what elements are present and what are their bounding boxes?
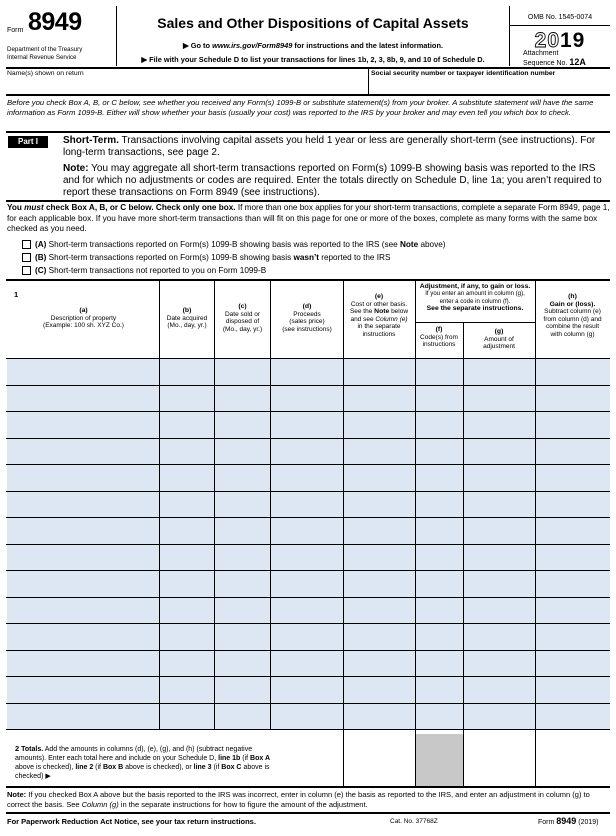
cell-row5-date-acquired[interactable]: [160, 465, 214, 491]
cell-row3-date-sold[interactable]: [215, 412, 270, 438]
part-title-rest: Transactions involving capital assets you held 1 year or less are generally short-term (see instructions). For long-term transactions, see page 2.: [63, 135, 596, 158]
footer-note-t2: in the separate instructions for how to figure the amount of the adjustment.: [118, 799, 368, 809]
cell-row8-cost-basis[interactable]: [344, 545, 415, 571]
part-note-bold: Note:: [63, 163, 89, 174]
col-e-l4: in the separate: [357, 323, 401, 330]
col-e-l3b: Column (e): [375, 315, 408, 323]
cell-row8-proceeds[interactable]: [271, 545, 343, 571]
must-p2: check Box A, B, or C below. Check only one box.: [43, 203, 236, 212]
totals-text: [15, 744, 270, 781]
cell-row5-proceeds[interactable]: [271, 465, 343, 491]
cell-row11-description[interactable]: [7, 624, 159, 650]
adjustment-divider: [415, 322, 535, 323]
cell-row14-code[interactable]: [416, 704, 463, 730]
row-divider: [6, 438, 610, 439]
cell-row8-description[interactable]: [7, 545, 159, 571]
checkbox-c-letter: (C): [35, 266, 47, 275]
cell-row2-date-sold[interactable]: [215, 386, 270, 412]
form-label: Form: [7, 27, 24, 34]
totals-t6: (if: [211, 764, 222, 771]
file-instruction: ▶ File with your Schedule D to list your transactions for lines 1b, 2, 3, 8b, 9, and 10 of Schedule D.: [141, 55, 485, 64]
totals-line1b: line 1b: [218, 755, 241, 762]
cell-row1-code[interactable]: [416, 359, 463, 385]
part-title: [63, 135, 608, 159]
col-h-l1: Gain or (loss).: [549, 300, 596, 308]
row-divider: [6, 464, 610, 465]
cell-row8-gain-loss[interactable]: [536, 545, 610, 571]
ssn-label: Social security number or taxpayer identification number: [371, 70, 556, 77]
checkbox-a[interactable]: [22, 240, 31, 249]
irs-line: Internal Revenue Service: [7, 54, 77, 61]
cell-row7-proceeds[interactable]: [271, 518, 343, 544]
ssn-field[interactable]: [370, 79, 608, 93]
cell-row10-code[interactable]: [416, 598, 463, 624]
col-c-l1: Date sold or: [224, 310, 261, 318]
cell-row4-description[interactable]: [7, 439, 159, 465]
col-f-l2: instructions: [422, 341, 456, 348]
column-divider: [415, 280, 416, 786]
paperwork-notice: For Paperwork Reduction Act Notice, see your tax return instructions.: [7, 817, 256, 826]
cell-row10-gain-loss[interactable]: [536, 598, 610, 624]
footer-form-prefix: Form: [538, 819, 557, 826]
col-f-letter: (f): [435, 326, 443, 333]
cell-row11-proceeds[interactable]: [271, 624, 343, 650]
cell-row7-description[interactable]: [7, 518, 159, 544]
cell-row1-cost-basis[interactable]: [344, 359, 415, 385]
row-divider: [6, 385, 610, 386]
year-suffix: 19: [560, 29, 586, 52]
cell-row3-cost-basis[interactable]: [344, 412, 415, 438]
totals-t5: above is checked), or: [123, 764, 194, 771]
cell-row13-date-acquired[interactable]: [160, 677, 214, 703]
totals-t4: (if: [93, 764, 103, 771]
adj-l2: If you enter an amount in column (g),: [425, 290, 525, 298]
col-h-letter: (h): [568, 293, 577, 300]
cell-row7-cost-basis[interactable]: [344, 518, 415, 544]
totals-cell-cost-basis[interactable]: [344, 734, 415, 786]
cell-row5-code[interactable]: [416, 465, 463, 491]
cell-row5-gain-loss[interactable]: [536, 465, 610, 491]
must-check-text: [7, 203, 611, 235]
col-e-l1: Cost or other basis.: [350, 300, 408, 308]
checkbox-c-text: Short-term transactions not reported to you on Form 1099-B: [46, 266, 267, 275]
sequence-label: Sequence No.: [523, 60, 570, 67]
cell-row12-adjustment[interactable]: [464, 651, 535, 677]
cell-row3-adjustment[interactable]: [464, 412, 535, 438]
row-divider: [6, 650, 610, 651]
cell-row4-gain-loss[interactable]: [536, 439, 610, 465]
year-prefix: 20: [534, 29, 560, 52]
cell-row13-proceeds[interactable]: [271, 677, 343, 703]
cell-row12-code[interactable]: [416, 651, 463, 677]
col-e-l2c: below: [389, 308, 409, 315]
col-h-l5: with column (g): [550, 330, 595, 338]
cell-row7-code[interactable]: [416, 518, 463, 544]
goto-suffix: for instructions and the latest information.: [292, 41, 444, 50]
cell-row1-gain-loss[interactable]: [536, 359, 610, 385]
cell-row14-adjustment[interactable]: [464, 704, 535, 730]
cell-row2-description[interactable]: [7, 386, 159, 412]
cell-row9-cost-basis[interactable]: [344, 571, 415, 597]
cell-row6-date-sold[interactable]: [215, 492, 270, 518]
cell-row1-date-acquired[interactable]: [160, 359, 214, 385]
adj-l3: enter a code in column (f).: [439, 297, 511, 305]
cell-row12-cost-basis[interactable]: [344, 651, 415, 677]
goto-instruction: [118, 41, 508, 50]
header-col-a: [7, 307, 160, 330]
cell-row5-adjustment[interactable]: [464, 465, 535, 491]
totals-bottom-line: [6, 786, 610, 788]
goto-prefix: ▶ Go to: [182, 41, 213, 50]
totals-t2: (if: [240, 755, 251, 762]
cell-row9-gain-loss[interactable]: [536, 571, 610, 597]
checkbox-b-tail: reported to the IRS: [318, 253, 391, 262]
footer-note-t1: If you checked Box A above but the basis reported to the IRS was incorrect, enter in column (e) the basis as reported to the IRS, and enter an adjustment in column (g) to correct the basis. See: [7, 790, 590, 809]
col-c-l3: (Mo., day, yr.): [222, 325, 263, 333]
row-divider: [6, 411, 610, 412]
header-col-e: [343, 293, 415, 338]
column-divider: [159, 280, 160, 729]
cell-row10-proceeds[interactable]: [271, 598, 343, 624]
cell-row11-date-sold[interactable]: [215, 624, 270, 650]
totals-cell-adjustment[interactable]: [464, 734, 535, 786]
checkbox-a-letter: (A): [35, 240, 47, 249]
cell-row8-adjustment[interactable]: [464, 545, 535, 571]
header-adjustment: [415, 283, 535, 312]
col-b-l2: (Mo., day, yr.): [167, 322, 207, 329]
cell-row12-date-acquired[interactable]: [160, 651, 214, 677]
sequence-number: 12A: [569, 57, 586, 67]
cell-row3-date-acquired[interactable]: [160, 412, 214, 438]
cell-row8-date-acquired[interactable]: [160, 545, 214, 571]
attachment-sequence: [523, 50, 586, 68]
footer-form-num: 8949: [556, 816, 577, 826]
cell-row2-proceeds[interactable]: [271, 386, 343, 412]
form-number: 8949: [28, 8, 82, 36]
cell-row2-cost-basis[interactable]: [344, 386, 415, 412]
row-divider: [6, 517, 610, 518]
row-divider: [6, 570, 610, 571]
totals-t3: above is checked),: [15, 764, 76, 771]
col-e-l5: instructions: [362, 330, 396, 338]
totals-boxb: Box B: [102, 764, 124, 771]
col-b-l1: Date acquired: [166, 314, 208, 322]
totals-boxa: Box A: [250, 755, 271, 762]
adj-l4: See the separate instructions.: [426, 304, 524, 312]
checkbox-row-a: [22, 240, 445, 249]
header-col-g: [463, 328, 535, 351]
cell-row10-adjustment[interactable]: [464, 598, 535, 624]
footer-note-italic: Column (g): [81, 799, 119, 809]
col-a-l2: (Example: 100 sh. XYZ Co.): [43, 322, 124, 329]
department-text: [7, 46, 117, 62]
totals-t1: Add the amounts in columns (d), (e), (g), and (h) (subtract negative amounts). Enter each total here and include on your Schedule D,: [15, 746, 253, 762]
cell-row2-gain-loss[interactable]: [536, 386, 610, 412]
checkbox-b-letter: (B): [35, 253, 47, 262]
line-number-1: 1: [14, 290, 19, 299]
cell-row2-code[interactable]: [416, 386, 463, 412]
cell-row3-gain-loss[interactable]: [536, 412, 610, 438]
col-f-l1: Code(s) from: [420, 333, 458, 341]
part-note-rest: You may aggregate all short-term transactions reported on Form(s) 1099-B showing basis was reported to the IRS and for which no adjustments or codes are required. Enter the totals directly on Schedule D, line 1a; you aren’t required to report these transactions on Form 8949 (see instructions).: [63, 163, 602, 198]
cell-row13-code[interactable]: [416, 677, 463, 703]
totals-boxc: Box C: [221, 764, 242, 771]
part-note: [63, 163, 608, 199]
totals-line3: line 3: [193, 764, 212, 771]
col-g-l2: adjustment: [483, 343, 515, 350]
omb-number: OMB No. 1545-0074: [527, 14, 593, 21]
cell-row8-code[interactable]: [416, 545, 463, 571]
checkbox-row-c: [22, 266, 266, 275]
cell-row14-gain-loss[interactable]: [536, 704, 610, 730]
col-e-l3a: and see: [350, 315, 376, 323]
cell-row13-gain-loss[interactable]: [536, 677, 610, 703]
catalog-number: Cat. No. 37768Z: [390, 818, 438, 825]
cell-row5-date-sold[interactable]: [215, 465, 270, 491]
cell-row1-date-sold[interactable]: [215, 359, 270, 385]
part-badge: Part I: [8, 136, 48, 148]
cell-row12-description[interactable]: [7, 651, 159, 677]
name-label: Name(s) shown on return: [7, 70, 84, 77]
column-divider: [463, 322, 464, 786]
row-divider: [6, 544, 610, 545]
footer-note: [7, 790, 611, 809]
checkbox-row-b: [22, 253, 390, 262]
col-b-letter: (b): [182, 307, 192, 314]
checkbox-a-bold: Note: [399, 240, 419, 249]
column-divider: [343, 280, 344, 786]
must-p1: You: [7, 203, 25, 212]
cell-row9-proceeds[interactable]: [271, 571, 343, 597]
col-e-l2a: See the: [349, 308, 375, 315]
cell-row12-gain-loss[interactable]: [536, 651, 610, 677]
header-col-f: [415, 326, 463, 349]
column-divider: [535, 280, 536, 786]
cell-row11-cost-basis[interactable]: [344, 624, 415, 650]
must-rest: If more than one box applies for your short-term transactions, complete a separate Form 8949, page 1, for each applicable box. If you have more short-term transactions than will fit on this page for one or more of the boxes, complete as many forms with the same box checked as you need.: [7, 203, 610, 233]
totals-t7: above is checked) ▶: [15, 764, 270, 780]
cell-row13-description[interactable]: [7, 677, 159, 703]
checkbox-c[interactable]: [22, 266, 31, 275]
cell-row4-adjustment[interactable]: [464, 439, 535, 465]
cell-row7-date-sold[interactable]: [215, 518, 270, 544]
cell-row10-date-sold[interactable]: [215, 598, 270, 624]
must-word: must: [24, 203, 44, 212]
col-g-l1: Amount of: [484, 335, 514, 343]
cell-row6-cost-basis[interactable]: [344, 492, 415, 518]
column-divider: [214, 280, 215, 729]
cell-row9-date-acquired[interactable]: [160, 571, 214, 597]
cell-row3-code[interactable]: [416, 412, 463, 438]
cell-row11-code[interactable]: [416, 624, 463, 650]
row-divider: [6, 676, 610, 677]
cell-row11-date-acquired[interactable]: [160, 624, 214, 650]
cell-row14-date-sold[interactable]: [215, 704, 270, 730]
cell-row6-description[interactable]: [7, 492, 159, 518]
header-col-c: [215, 303, 270, 333]
goto-url[interactable]: www.irs.gov/Form8949: [212, 41, 293, 50]
cell-row9-adjustment[interactable]: [464, 571, 535, 597]
cell-row5-cost-basis[interactable]: [344, 465, 415, 491]
cell-row9-date-sold[interactable]: [215, 571, 270, 597]
checkbox-a-text: Short-term transactions reported on Form(s) 1099-B showing basis was reported to the IRS (see: [46, 240, 400, 249]
checkbox-b[interactable]: [22, 253, 31, 262]
cell-row3-description[interactable]: [7, 412, 159, 438]
col-a-l1: Description of property: [50, 314, 117, 322]
adj-l1: Adjustment, if any, to gain or loss.: [419, 283, 531, 290]
cell-row6-proceeds[interactable]: [271, 492, 343, 518]
row-divider: [6, 729, 610, 730]
col-a-letter: (a): [79, 307, 88, 314]
cell-row8-date-sold[interactable]: [215, 545, 270, 571]
cell-row14-proceeds[interactable]: [271, 704, 343, 730]
cell-row10-date-acquired[interactable]: [160, 598, 214, 624]
cell-row12-proceeds[interactable]: [271, 651, 343, 677]
cell-row6-gain-loss[interactable]: [536, 492, 610, 518]
cell-row13-date-sold[interactable]: [215, 677, 270, 703]
footer-form-year: (2019): [576, 819, 599, 826]
col-c-letter: (c): [238, 303, 247, 310]
cell-row4-date-acquired[interactable]: [160, 439, 214, 465]
department-line: Department of the Treasury: [7, 46, 83, 53]
name-field[interactable]: [6, 79, 368, 93]
totals-cell-gain-loss[interactable]: [536, 734, 610, 786]
footer-note-bold: Note:: [7, 790, 27, 799]
col-e-l2b: Note: [374, 308, 390, 315]
cell-row1-proceeds[interactable]: [271, 359, 343, 385]
header-col-b: [160, 307, 214, 330]
totals-cell-code: [416, 734, 463, 786]
col-h-l3: from column (d) and: [543, 315, 602, 323]
cell-row4-cost-basis[interactable]: [344, 439, 415, 465]
cell-row14-description[interactable]: [7, 704, 159, 730]
cell-row3-proceeds[interactable]: [271, 412, 343, 438]
cell-row11-gain-loss[interactable]: [536, 624, 610, 650]
checkbox-b-text: Short-term transactions reported on Form(s) 1099-B showing basis: [46, 253, 294, 262]
col-c-l2: disposed of: [225, 318, 260, 325]
col-e-letter: (e): [374, 293, 384, 300]
checkbox-a-tail: above): [418, 240, 446, 249]
col-d-letter: (d): [302, 303, 312, 310]
cell-row14-cost-basis[interactable]: [344, 704, 415, 730]
header-col-d: [271, 303, 343, 333]
header-col-h: [535, 293, 610, 338]
cell-row6-date-acquired[interactable]: [160, 492, 214, 518]
cell-row9-description[interactable]: [7, 571, 159, 597]
cell-row13-cost-basis[interactable]: [344, 677, 415, 703]
totals-cell-proceeds[interactable]: [271, 734, 343, 786]
cell-row4-proceeds[interactable]: [271, 439, 343, 465]
column-divider: [270, 280, 271, 729]
col-d-l2: (sales price): [289, 318, 325, 325]
cell-row7-gain-loss[interactable]: [536, 518, 610, 544]
row-divider: [6, 623, 610, 624]
col-d-l3: (see instructions): [282, 325, 332, 333]
totals-line2: line 2: [75, 764, 94, 771]
col-g-letter: (g): [494, 328, 504, 335]
cell-row5-description[interactable]: [7, 465, 159, 491]
cell-row11-adjustment[interactable]: [464, 624, 535, 650]
cell-row12-date-sold[interactable]: [215, 651, 270, 677]
attachment-label: Attachment: [523, 50, 559, 57]
cell-row9-code[interactable]: [416, 571, 463, 597]
cell-row2-date-acquired[interactable]: [160, 386, 214, 412]
form-title: Sales and Other Dispositions of Capital Assets: [157, 15, 469, 31]
part-title-bold: Short-Term.: [63, 135, 119, 146]
cell-row6-code[interactable]: [416, 492, 463, 518]
row-divider: [6, 703, 610, 704]
footer-form-id: [538, 816, 599, 826]
cell-row10-description[interactable]: [7, 598, 159, 624]
cell-row7-date-acquired[interactable]: [160, 518, 214, 544]
row-divider: [6, 491, 610, 492]
header-bottom-line: [6, 358, 610, 359]
cell-row1-adjustment[interactable]: [464, 359, 535, 385]
cell-row6-adjustment[interactable]: [464, 492, 535, 518]
totals-bold: Totals.: [21, 746, 44, 753]
totals-num: 2: [15, 744, 20, 753]
row-divider: [6, 597, 610, 598]
checkbox-b-bold: wasn’t: [293, 253, 319, 262]
cell-row10-cost-basis[interactable]: [344, 598, 415, 624]
cell-row4-date-sold[interactable]: [215, 439, 270, 465]
cell-row2-adjustment[interactable]: [464, 386, 535, 412]
intro-text: Before you check Box A, B, or C below, see whether you received any Form(s) 1099-B or substitute statement(s) from your broker. A substitute statement will have the same information as Form 1099-B. Either will show whether your basis (usually your cost) was reported to the IRS by your broker and may even tell you which box to check.: [7, 98, 594, 117]
col-d-l1: Proceeds: [293, 310, 321, 318]
col-h-l2: Subtract column (e): [544, 308, 601, 315]
cell-row7-adjustment[interactable]: [464, 518, 535, 544]
cell-row4-code[interactable]: [416, 439, 463, 465]
col-h-l4: combine the result: [545, 323, 600, 330]
cell-row14-date-acquired[interactable]: [160, 704, 214, 730]
cell-row13-adjustment[interactable]: [464, 677, 535, 703]
cell-row1-description[interactable]: [7, 359, 159, 385]
